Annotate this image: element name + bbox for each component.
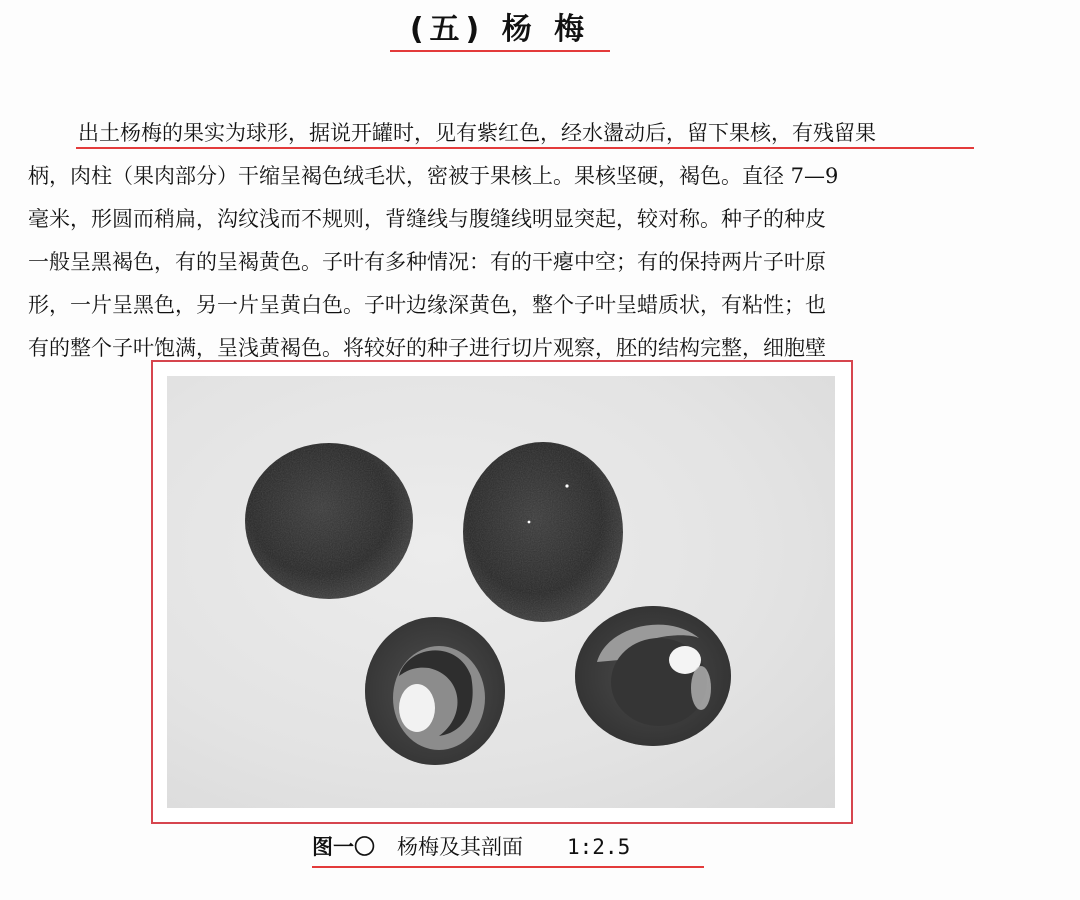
bayberry-section-right bbox=[575, 606, 731, 746]
body-line-3: 毫米，形圆而稍扁，沟纹浅而不规则，背缝线与腹缝线明显突起，较对称。种子的种皮 bbox=[28, 207, 826, 231]
bayberry-photo bbox=[167, 376, 835, 808]
figure-red-frame bbox=[151, 360, 853, 824]
caption-red-underline bbox=[312, 866, 704, 868]
body-line-4: 一般呈黑褐色，有的呈褐黄色。子叶有多种情况：有的干瘪中空；有的保持两片子叶原 bbox=[28, 250, 826, 274]
first-line-red-underline bbox=[76, 147, 974, 149]
body-paragraph bbox=[28, 112, 968, 370]
bayberry-illustration bbox=[167, 376, 835, 808]
figure-scale: 1:2.5 bbox=[567, 835, 631, 859]
figure-caption bbox=[312, 832, 712, 862]
heading-red-underline bbox=[390, 50, 610, 52]
figure-label: 图一〇 bbox=[312, 835, 375, 859]
body-line-6: 有的整个子叶饱满，呈浅黄褐色。将较好的种子进行切片观察，胚的结构完整，细胞壁 bbox=[28, 336, 826, 360]
body-line-1: 出土杨梅的果实为球形，据说开罐时，见有紫红色，经水盪动后，留下果核，有残留果 bbox=[78, 121, 876, 145]
body-line-2: 柄，肉柱（果肉部分）干缩呈褐色绒毛状，密被于果核上。果核坚硬，褐色。直径 7—9 bbox=[28, 164, 839, 188]
bayberry-section-left bbox=[365, 617, 505, 765]
section-heading: (五) 杨 梅 bbox=[409, 12, 591, 47]
figure-title: 杨梅及其剖面 bbox=[397, 835, 523, 859]
body-line-5: 形，一片呈黑色，另一片呈黄白色。子叶边缘深黄色，整个子叶呈蜡质状，有粘性；也 bbox=[28, 293, 826, 317]
